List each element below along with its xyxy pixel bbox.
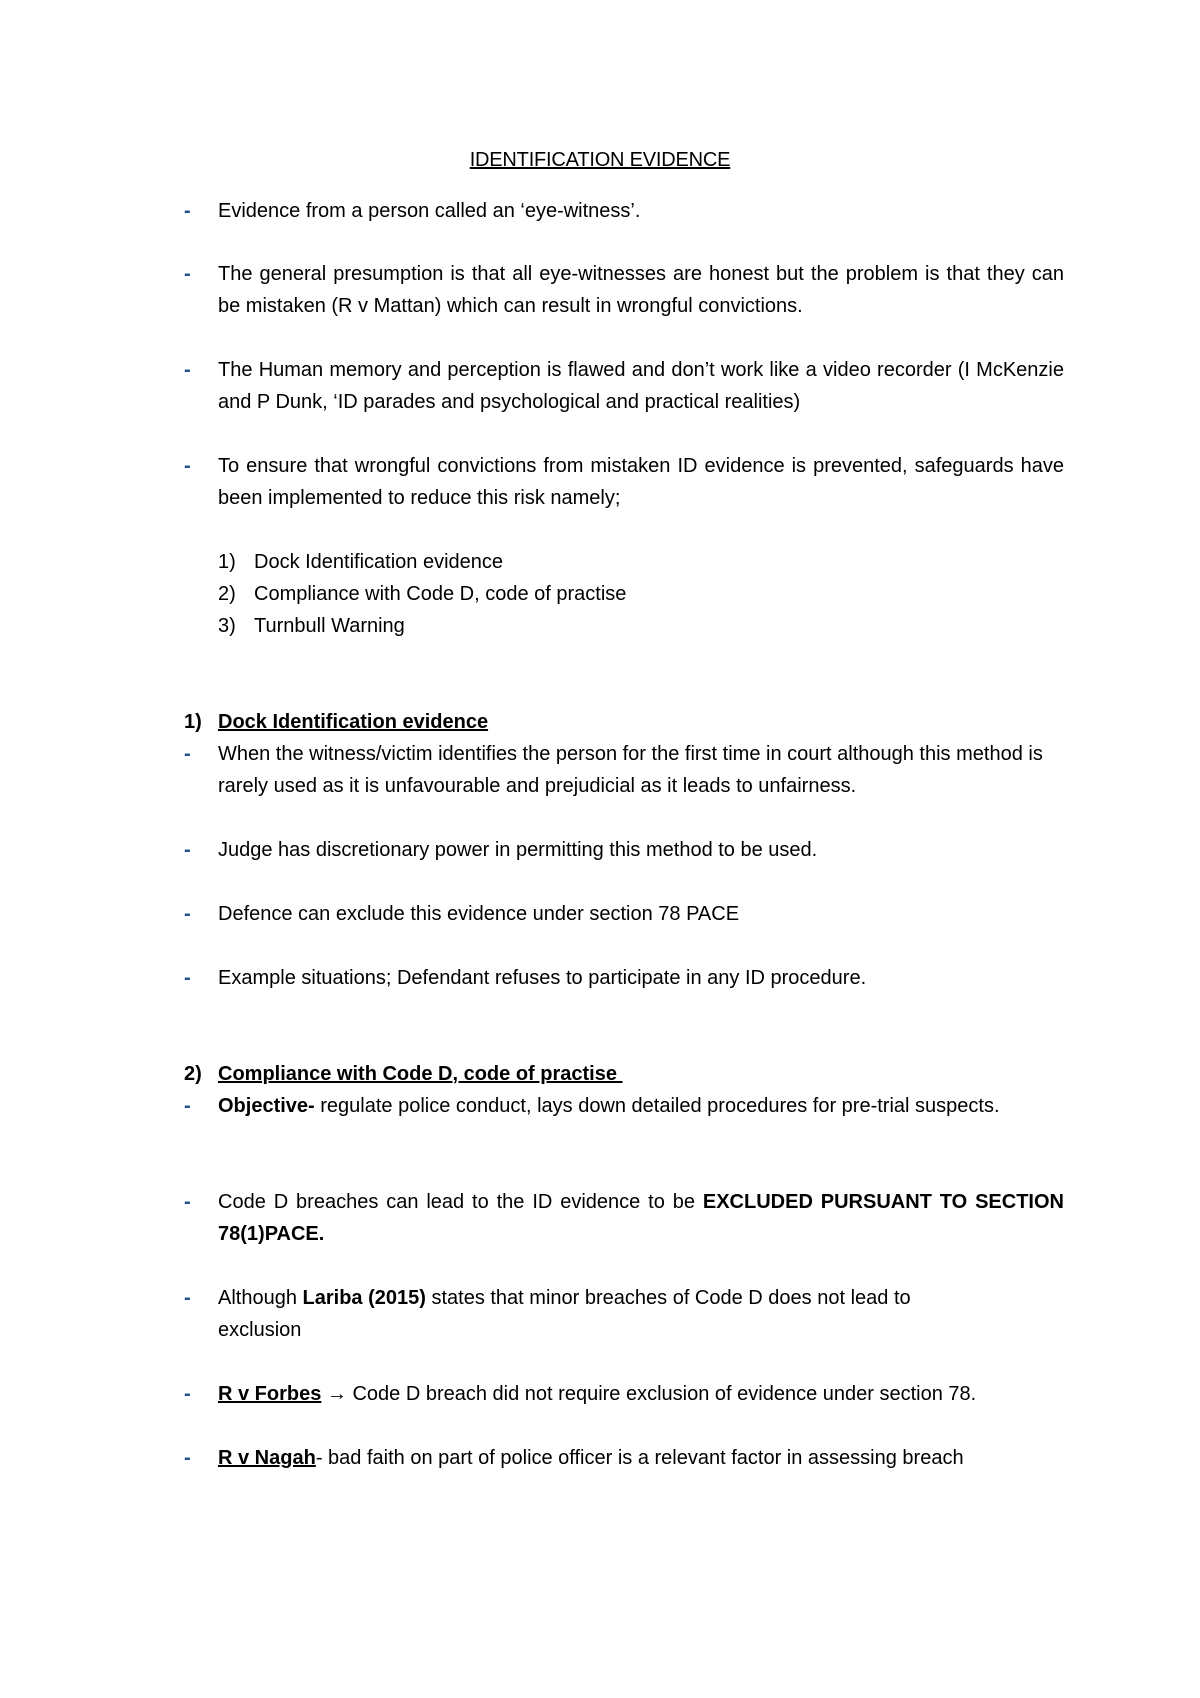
bullet-dash: - (184, 455, 191, 477)
case-name: R v Nagah (218, 1447, 316, 1469)
bullet-text-plain: Code D breaches can lead to the ID evidence to be (218, 1191, 703, 1213)
bold-term: Objective- (218, 1095, 315, 1117)
bullet-dash: - (184, 200, 191, 222)
bullet-text: When the witness/victim identifies the person for the first time in court although this method is rarely used as it is unfavourable and prejudicial as it leads to unfairness. (218, 743, 1043, 797)
bullet-dash: - (184, 1191, 191, 1213)
bullet-dash: - (184, 967, 191, 989)
bullet-text-rest: regulate police conduct, lays down detailed procedures for pre-trial suspects. (314, 1095, 1000, 1117)
bullet-dash: - (184, 1287, 191, 1309)
case-name: R v Forbes (218, 1383, 322, 1405)
case-name: Lariba (2015) (302, 1287, 426, 1309)
bullet-text (218, 1090, 1064, 1122)
bullet-text-rest: - bad faith on part of police officer is a relevant factor in assessing breach (315, 1447, 964, 1469)
bullet-text-pre: Although (218, 1287, 303, 1309)
item-text: Dock Identification evidence (254, 551, 504, 573)
bullet-text-rest: Code D breach did not require exclusion of evidence under section 78. (346, 1383, 977, 1405)
bullet-dash: - (184, 903, 191, 925)
section-title: Dock Identification evidence (218, 711, 489, 733)
section-title: Compliance with Code D, code of practise (218, 1063, 623, 1085)
bullet-text: Defence can exclude this evidence under section 78 PACE (218, 903, 740, 925)
bullet-dash: - (184, 1447, 191, 1469)
bullet-text: The general presumption is that all eye-witnesses are honest but the problem is that they can be mistaken (R v Mattan) which can result in wrongful convictions. (218, 263, 1064, 317)
item-text: Turnbull Warning (254, 615, 405, 637)
page-title: IDENTIFICATION EVIDENCE (469, 149, 731, 171)
bullet-dash: - (184, 1383, 191, 1405)
section-number: 1) (184, 711, 202, 733)
bullet-text: To ensure that wrongful convictions from mistaken ID evidence is prevented, safeguards have been implemented to reduce this risk namely; (218, 455, 1064, 509)
bullet-dash: - (184, 359, 191, 381)
bold-statement: EXCLUDED PURSUANT TO SECTION 78(1)PACE. (218, 1191, 1064, 1245)
bullet-text (218, 1378, 1064, 1410)
bullet-text: Judge has discretionary power in permitting this method to be used. (218, 839, 818, 861)
bullet-dash: - (184, 263, 191, 285)
bullet-dash: - (184, 1095, 191, 1117)
bullet-text: Evidence from a person called an ‘eye-witness’. (218, 200, 641, 222)
bullet-text (218, 1282, 988, 1346)
bullet-text: Example situations; Defendant refuses to participate in any ID procedure. (218, 967, 867, 989)
item-text: Compliance with Code D, code of practise (254, 583, 627, 605)
bullet-text-post: states that minor breaches of Code D does not lead to exclusion (218, 1287, 911, 1341)
arrow-icon: → (326, 1383, 347, 1405)
bullet-dash: - (184, 839, 191, 861)
bullet-text (218, 1442, 1064, 1474)
bullet-dash: - (184, 743, 191, 765)
item-number: 3) (218, 615, 236, 637)
item-number: 1) (218, 551, 236, 573)
bullet-text (218, 1186, 1064, 1250)
item-number: 2) (218, 583, 236, 605)
bullet-text: The Human memory and perception is flawed and don’t work like a video recorder (I McKenzie and P Dunk, ‘ID parades and psychological and practical realities) (218, 359, 1064, 413)
section-number: 2) (184, 1063, 202, 1085)
